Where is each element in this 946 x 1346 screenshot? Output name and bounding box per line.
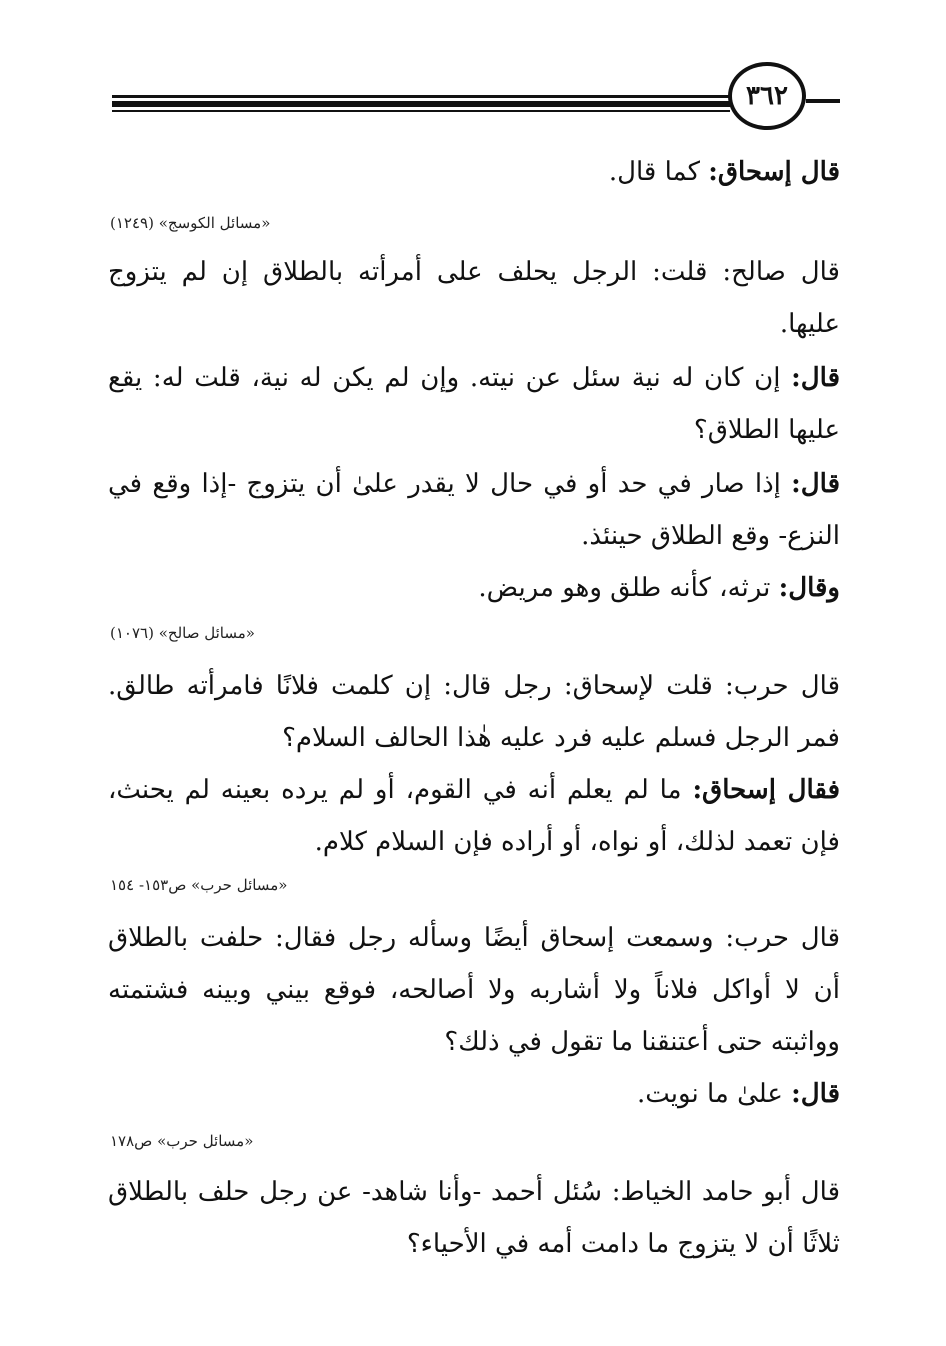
source-citation	[110, 1130, 510, 1152]
paragraph-text: علىٰ ما نويت.	[637, 1079, 792, 1109]
paragraph	[108, 1166, 840, 1270]
speaker-label: فقال إسحاق:	[692, 775, 840, 805]
source-text: «مسائل صالح» (١٠٧٦)	[110, 624, 255, 642]
header-rule	[112, 95, 730, 98]
paragraph-text: قال أبو حامد الخياط: سُئل أحمد -وأنا شاهد- عن رجل حلف بالطلاق ثلاثًا أن لا يتزوج ما دامت أمه في الأحياء؟	[108, 1177, 840, 1259]
paragraph-text: قال حرب: قلت لإسحاق: رجل قال: إن كلمت فلانًا فامرأته طالق. فمر الرجل فسلم عليه فرد عليه هٰذا الحالف السلام؟	[108, 671, 840, 753]
speaker-label: قال:	[791, 363, 840, 393]
paragraph	[108, 912, 840, 1068]
paragraph	[108, 1068, 840, 1120]
header-rule	[112, 110, 730, 112]
source-text: «مسائل حرب» ص١٥٣- ١٥٤	[110, 876, 288, 894]
paragraph-text: ما لم يعلم أنه في القوم، أو لم يرده بعينه لم يحنث، فإن تعمد لذلك، أو نواه، أو أراده فإن السلام كلام.	[108, 775, 840, 857]
source-text: «مسائل الكوسج» (١٢٤٩)	[110, 214, 271, 232]
speaker-label: قال إسحاق:	[708, 157, 840, 187]
paragraph	[108, 660, 840, 764]
speaker-label: قال:	[791, 469, 840, 499]
paragraph	[108, 246, 840, 350]
paragraph	[108, 562, 840, 614]
speaker-label: وقال:	[778, 573, 840, 603]
source-citation	[110, 622, 510, 644]
paragraph	[108, 458, 840, 562]
paragraph	[108, 352, 840, 456]
header-rule	[112, 101, 730, 107]
paragraph	[108, 764, 840, 868]
paragraph-text: قال حرب: وسمعت إسحاق أيضًا وسأله رجل فقال: حلفت بالطلاق أن لا أواكل فلاناً ولا أشاربه ولا أصالحه، فوقع بيني وبينه فشتمته وواثبته حتى أعتنقنا ما تقول في ذلك؟	[108, 923, 840, 1057]
paragraph	[108, 146, 840, 198]
speaker-label: قال:	[791, 1079, 840, 1109]
paragraph-text: قال صالح: قلت: الرجل يحلف على أمرأته بالطلاق إن لم يتزوج عليها.	[108, 257, 840, 339]
source-citation	[110, 212, 510, 234]
source-text: «مسائل حرب» ص١٧٨	[110, 1132, 254, 1150]
paragraph-text: ترثه، كأنه طلق وهو مريض.	[478, 573, 779, 603]
page-number: ٣٦٢	[728, 62, 806, 130]
source-citation	[110, 874, 510, 896]
paragraph-text: كما قال.	[608, 157, 709, 187]
paragraph-text: إن كان له نية سئل عن نيته. وإن لم يكن له نية، قلت له: يقع عليها الطلاق؟	[108, 363, 840, 445]
header-rule-right	[806, 99, 840, 103]
paragraph-text: إذا صار في حد أو في حال لا يقدر علىٰ أن يتزوج -إذا وقع في النزع- وقع الطلاق حينئذ.	[108, 469, 840, 551]
